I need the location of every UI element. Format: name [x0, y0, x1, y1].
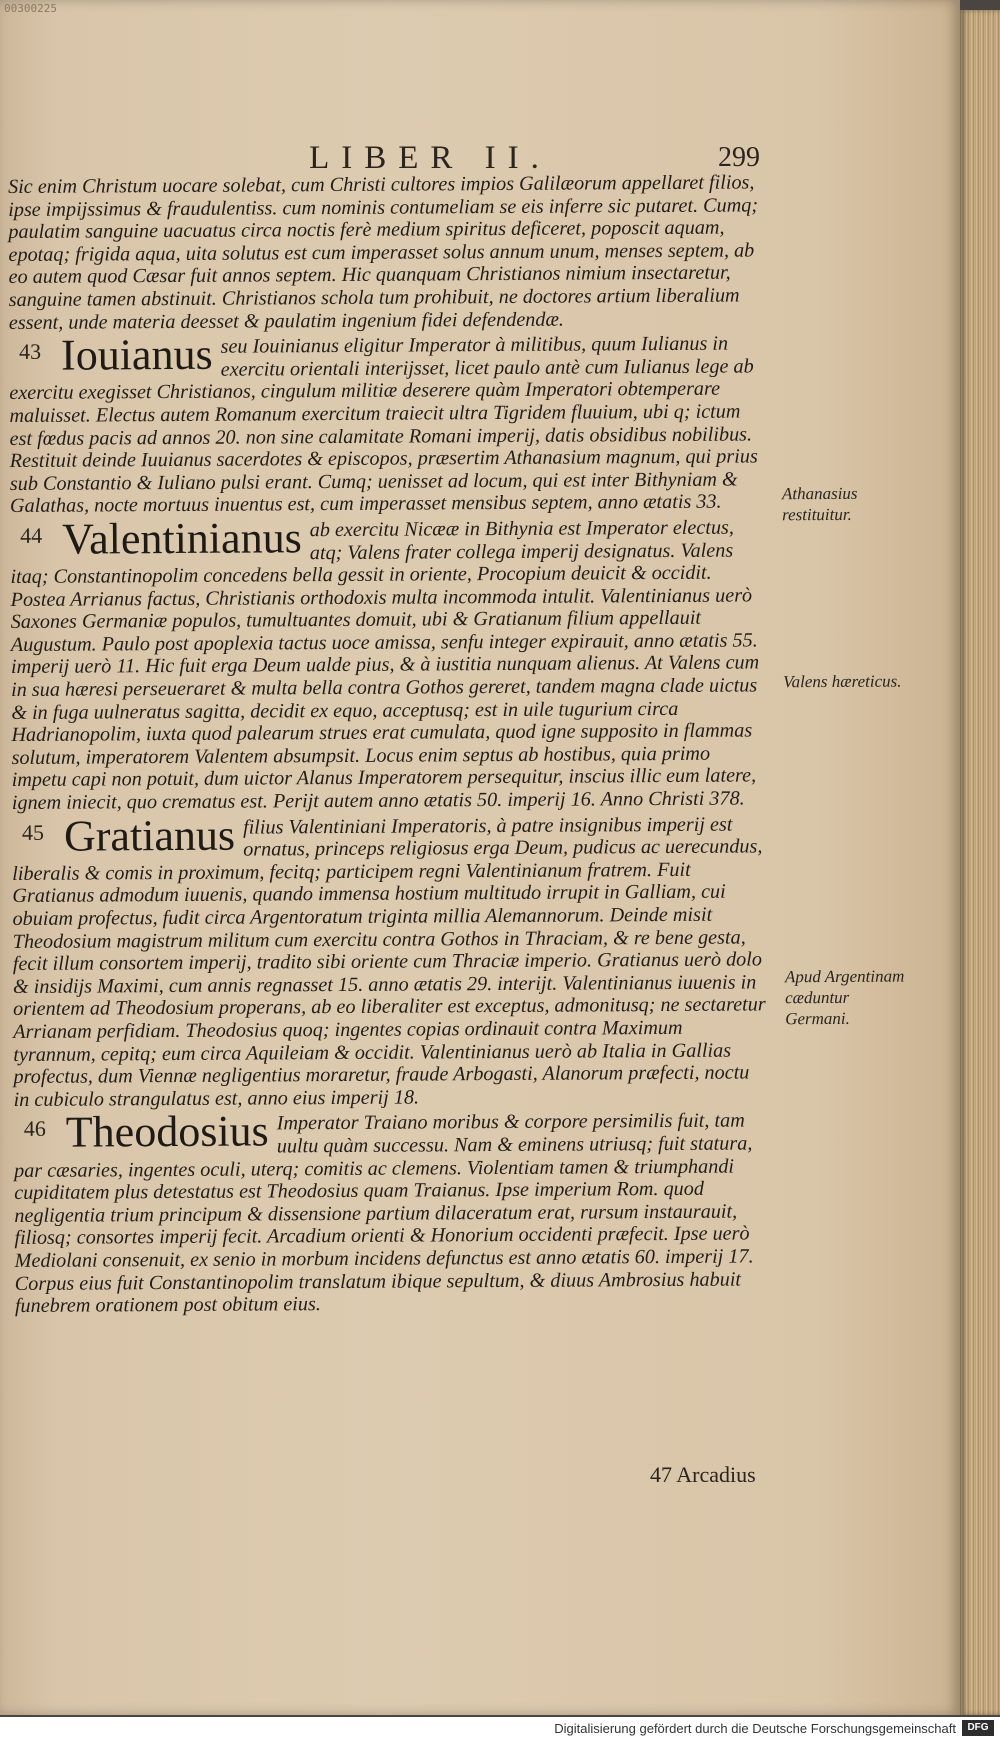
entry-text: Imperator Traiano moribus & corpore persimilis fuit, tam uultu quàm successu. Nam & eminens utriusq; fuit statura, par cæsaries, ingentes oculi, uterq; comitis ac clemens. Violentiam tamen & triumphandi cupiditatem plus detestatus est Theodosius quam Traianus. Ipse imperium Rom. quod negligentia trium principum & dissensione partium dilaceratum erat, rursum instaurauit, filiosq; consortes imperij fecit. Arcadium orienti & Honorium occidenti præfecit. Ipse uerò Mediolani consenuit, ex senio in morbum incidens defunctus est anno ætatis 60. imperij 17. Corpus eius fuit Constantinopolim translatum ibique sepultum, & diuus Ambrosius habuit funebrem orationem post obitum eius. [14, 1109, 754, 1318]
running-head: LIBER II. [309, 140, 551, 176]
opening-paragraph: Sic enim Christum uocare solebat, cum Christi cultores impios Galilæorum appellaret filios, ipse impijssimus & fraudulentiss. cum nominis contumeliam se eis inferre sic putaret. Cumq; paulatim sanguine uacuatus circa noctis ferè medium spiritus deficeret, poposcit aquam, epotaq; frigida aqua, uita solutus est cum imperasset solus annum unum, menses septem, ab eo autem quod Cæsar fuit annos septem. Hic quanquam Christianos nimium insectaretur, sanguine tamen abstinuit. Christianos schola tum prohibuit, ne doctores artium liberalium essent, unde materia deesset & paulatim ingenium fidei defendendæ. [8, 171, 759, 334]
footer-credit-bar [0, 1717, 1000, 1740]
entry-number: 44 [20, 522, 43, 548]
entry-text: ab exercitu Nicææ in Bithynia est Imperator electus, atq; Valens frater collega imperij designatus. Valens itaq; Constantinopolim concedens bella gessit in oriente, Procopium deuicit & occidit. Postea Arrianus factus, Christianis orthodoxis multa incommoda intulit. Valentinianus uerò Saxones Germaniæ populos, tumultuantes domuit, ubi & Gratianum filium appellauit Augustum. Paulo post apoplexia tactus uoce amissa, senfu integer expirauit, anno ætatis 55. imperij uerò 11. Hic fuit erga Deum ualde pius, & à iustitia nunquam alienus. At Valens cum in sua hæresi perseueraret & multa bella contra Gothos gereret, tandem magna clade uictus & in fuga uulneratus sagitta, decidit ex equo, acceptusq; est in uile tugurium circa Hadrianopolim, iuxta quod palearum strues erat cumulata, quod igne supposito in flammas solutum, imperatorem Valentem absumpsit. Locus enim septus ab hostibus, quia primo impetu capi non potuit, dum uictor Alanus Imperatorem persequitur, inscius illic eum latere, ignem iniecit, quo crematus est. Perijt autem anno ætatis 50. imperij 16. Anno Christi 378. [10, 516, 760, 815]
marginal-notes [780, 171, 905, 1029]
footer-credit-text: Digitalisierung gefördert durch die Deutsche Forschungsgemeinschaft [554, 1721, 956, 1736]
entry-number: 46 [23, 1116, 46, 1142]
marginal-note: Valens hæreticus. [783, 671, 902, 692]
entry-gratianus [12, 810, 770, 1111]
main-text-block [8, 171, 905, 1318]
entry-name: Gratianus [63, 810, 236, 861]
entry-name: Valentinianus [62, 513, 302, 564]
entry-text: seu Iouinianus eligitur Imperator à militibus, quum Iulianus in exercitu orientali interijsset, licet paulo antè cum Iulianus lege ab exercitu exegisset Christianos, cingulum militiæ deserere quàm Imperatori obtemperare maluisset. Electus autem Romanum exercitum traiecit ultra Tigridem fluuium, ubi q; ictum est fœdus pacis ad annos 20. non sine calamitate Romani imperij, datis obsidibus nobilibus. Restituit deinde Iuuianus sacerdotes & episcopos, præsertim Athanasium magnum, qui prius sub Constantio & Iuliano pulsi erant. Cumq; uenisset ad locum, qui est inter Bithyniam & Galathas, nocte mortuus inuentus est, cum imperasset mensibus septem, anno ætatis 33. [9, 332, 758, 518]
entry-name: Iouianus [60, 329, 213, 380]
entry-theodosius [14, 1106, 771, 1318]
entry-iouianus [9, 329, 766, 518]
entry-name: Theodosius [65, 1106, 269, 1158]
dfg-logo: DFG [962, 1720, 994, 1736]
folio-number: 299 [718, 142, 760, 173]
entry-number: 43 [18, 338, 42, 365]
entry-text: filius Valentiniani Imperatoris, à patre insignibus imperij est ornatus, princeps religiosus erga Deum, pudicus ac uerecundus, liberalis & comis in proximum, fecitq; participem regni Valentinianum fratrem. Fuit Gratianus admodum iuuenis, quando immensa hostium multitudo irrupit in Galliam, cui obuiam profectus, fudit circa Argentoratum triginta millia Alemannorum. Deinde misit Theodosium magistrum militum cum exercitu contra Gothos in Thraciam, & re bene gesta, fecit illum consortem imperij, tradito sibi oriente cum Thraciæ imperio. Gratianus uerò dolo & insidijs Maximi, cum annis regnasset 15. anno ætatis 29. interijt. Valentinianus iuuenis in orientem ad Theodosium properans, ab eo liberaliter est exceptus, admonitusq; ne sectaretur Arrianam perfidiam. Theodosius quoq; ingentes copias ordinauit contra Maximum tyrannum, cepitq; eum circa Aquileiam & occidit. Valentinianus uerò ab Italia in Gallias profectus, dum Viennæ negligentius moraretur, fraude Arbogasti, Alanorum præfecti, noctu in cubiculo strangulatus est, anno eius imperij 18. [12, 813, 766, 1111]
entry-valentinianus [10, 513, 768, 815]
book-page-edges [960, 10, 1000, 1715]
marginal-note: Apud Argentinam cæduntur Germani. [784, 966, 905, 1029]
catchword: 47 Arcadius [650, 1462, 756, 1487]
scan-corner-tag: 00300225 [4, 2, 57, 15]
entry-number: 45 [21, 819, 45, 845]
marginal-note: Athanasius restituitur. [781, 483, 858, 525]
